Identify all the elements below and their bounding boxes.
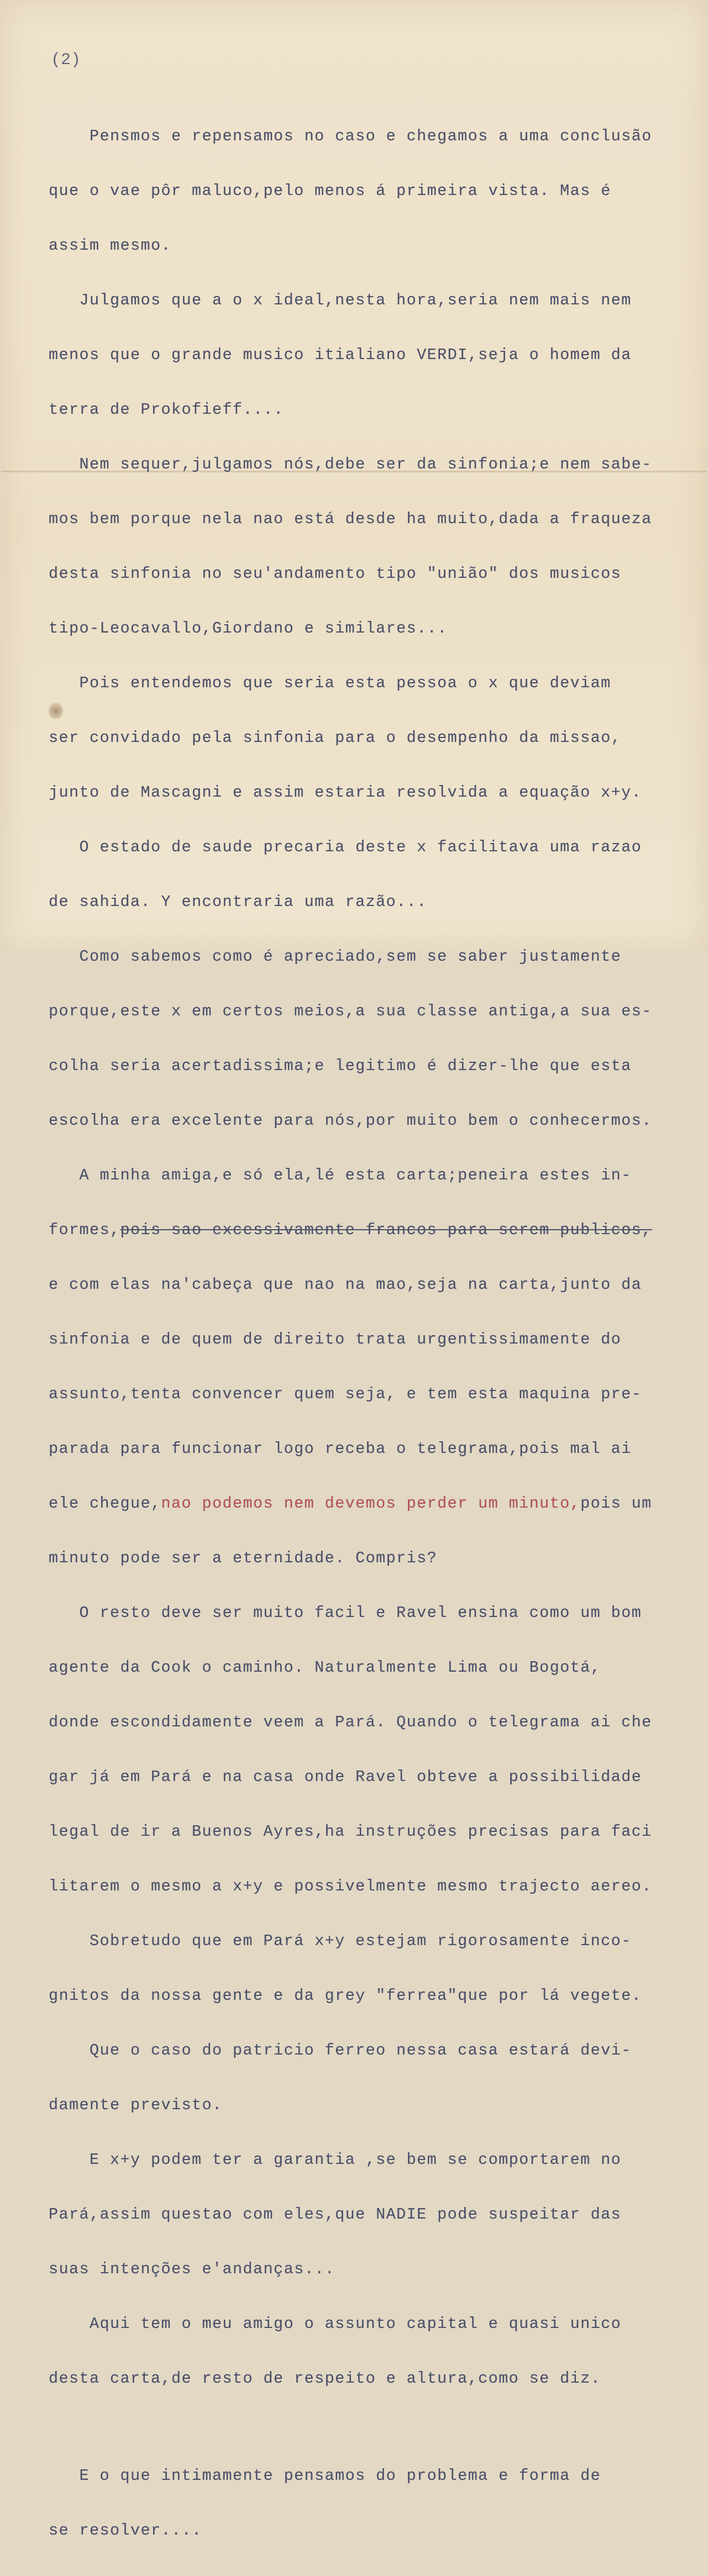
letter-line-struck: [49, 1221, 706, 1239]
letter-line: mos bem porque nela nao está desde ha muito,dada a fraqueza: [49, 510, 652, 528]
letter-line: que o vae pôr maluco,pelo menos á primeira vista. Mas é: [49, 182, 611, 200]
page-number: (2): [51, 51, 81, 70]
paragraph-gap: [49, 2424, 706, 2430]
letter-line: gar já em Pará e na casa onde Ravel obteve a possibilidade: [49, 1768, 642, 1786]
letter-line-start: ele chegue,: [49, 1494, 161, 1513]
letter-line: assim mesmo.: [49, 236, 172, 255]
letter-line: A minha amiga,e só ela,lé esta carta;peneira estes in-: [49, 1166, 632, 1184]
letter-page: [1, 0, 706, 2540]
letter-line: legal de ir a Buenos Ayres,ha instruções precisas para faci: [49, 1822, 652, 1841]
letter-line: tipo-Leocavallo,Giordano e similares...: [49, 619, 448, 638]
letter-line: Pensmos e repensamos no caso e chegamos a uma conclusão: [49, 127, 652, 145]
letter-line: porque,este x em certos meios,a sua classe antiga,a sua es-: [49, 1002, 652, 1020]
letter-line: gnitos da nossa gente e da grey "ferrea"que por lá vegete.: [49, 1987, 642, 2005]
letter-line: Que o caso do patricio ferreo nessa casa estará devi-: [49, 2041, 632, 2059]
closing-line: se resolver....: [49, 2521, 202, 2540]
letter-line: junto de Mascagni e assim estaria resolvida a equação x+y.: [49, 783, 642, 802]
letter-line: damente previsto.: [49, 2096, 223, 2114]
closing-line: E o que intimamente pensamos do problema e forma de: [49, 2467, 601, 2485]
red-typed-text: nao podemos nem devemos perder um minuto,: [161, 1494, 581, 1513]
letter-line: minuto pode ser a eternidade. Compris?: [49, 1549, 438, 1567]
letter-line: O estado de saude precaria deste x facilitava uma razao: [49, 838, 642, 856]
letter-line: Julgamos que a o x ideal,nesta hora,seria nem mais nem: [49, 291, 632, 309]
letter-line: Sobretudo que em Pará x+y estejam rigorosamente inco-: [49, 1932, 632, 1950]
letter-line: Aqui tem o meu amigo o assunto capital e quasi unico: [49, 2315, 622, 2333]
letter-line: litarem o mesmo a x+y e possivelmente mesmo trajecto aereo.: [49, 1877, 652, 1895]
letter-line: Pois entendemos que seria esta pessoa o x que deviam: [49, 674, 611, 692]
letter-line: Nem sequer,julgamos nós,debe ser da sinfonia;e nem sabe-: [49, 455, 652, 473]
letter-line: sinfonia e de quem de direito trata urgentissimamente do: [49, 1330, 622, 1348]
letter-line: Pará,assim questao com eles,que NADIE pode suspeitar das: [49, 2205, 622, 2224]
letter-line: de sahida. Y encontraria uma razão...: [49, 893, 427, 911]
struck-through-text: pois sao excessivamente francos para serem publicos,: [120, 1221, 652, 1239]
letter-line: escolha era excelente para nós,por muito bem o conhecermos.: [49, 1111, 652, 1130]
letter-line: terra de Prokofieff....: [49, 401, 284, 419]
letter-line: parada para funcionar logo receba o telegrama,pois mal ai: [49, 1440, 632, 1458]
letter-line: E x+y podem ter a garantia ,se bem se comportarem no: [49, 2151, 622, 2169]
letter-line: e com elas na'cabeça que nao na mao,seja na carta,junto da: [49, 1276, 642, 1294]
letter-line-start: formes,: [49, 1221, 120, 1239]
letter-line: agente da Cook o caminho. Naturalmente Lima ou Bogotá,: [49, 1658, 601, 1677]
letter-line: ser convidado pela sinfonia para o desempenho da missao,: [49, 729, 622, 747]
letter-line: menos que o grande musico itialiano VERDI,seja o homem da: [49, 346, 632, 364]
letter-line-end: pois um: [580, 1494, 652, 1513]
letter-line-red: [49, 1494, 706, 1513]
letter-line: suas intenções e'andanças...: [49, 2260, 335, 2278]
letter-line: colha seria acertadissima;e legitimo é dizer-lhe que esta: [49, 1057, 632, 1075]
letter-line: assunto,tenta convencer quem seja, e tem esta maquina pre-: [49, 1385, 642, 1403]
letter-line: O resto deve ser muito facil e Ravel ensina como um bom: [49, 1604, 642, 1622]
letter-line: desta sinfonia no seu'andamento tipo "união" dos musicos: [49, 565, 622, 583]
letter-line: desta carta,de resto de respeito e altura,como se diz.: [49, 2369, 601, 2388]
letter-body: [49, 91, 706, 2576]
letter-line: donde escondidamente veem a Pará. Quando o telegrama ai che: [49, 1713, 652, 1731]
letter-line: Como sabemos como é apreciado,sem se saber justamente: [49, 947, 622, 966]
